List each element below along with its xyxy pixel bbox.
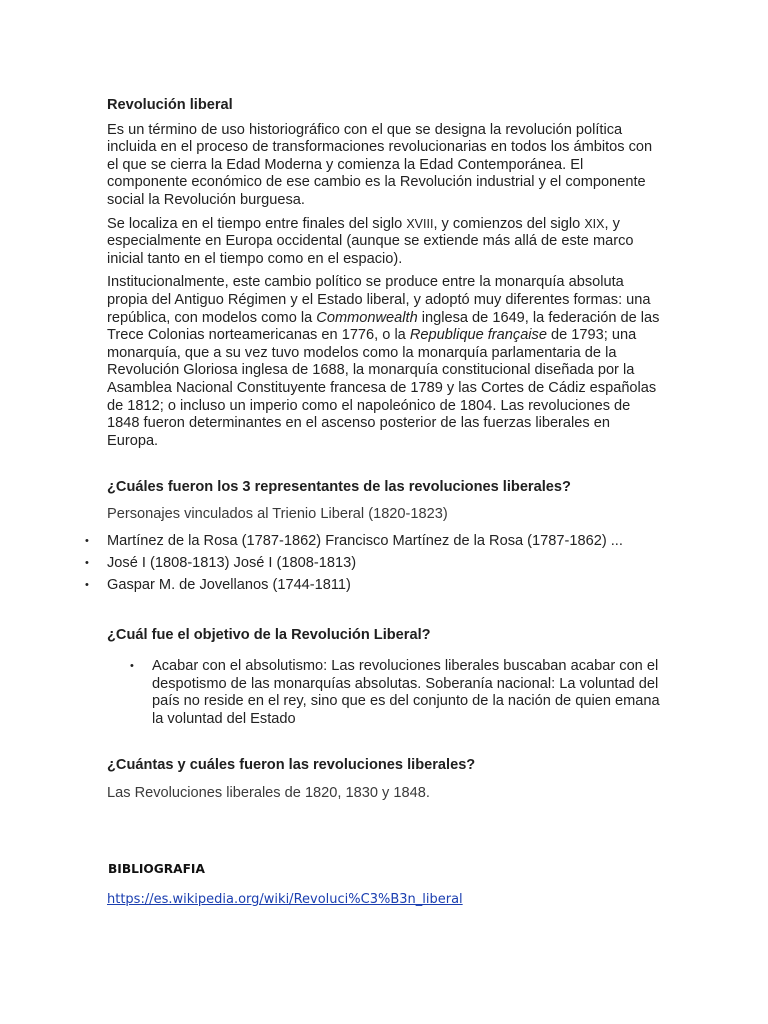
paragraph-institutional-part-b: inglesa de 1649, la federación de las Trece Colonias norteamericanas en 1776, o la [107,309,660,344]
bibliography-link[interactable]: https://es.wikipedia.org/wiki/Revoluci%C3%B3n_liberal [107,892,463,907]
list-item-text: Acabar con el absolutismo: Las revoluciones liberales buscaban acabar con el despotismo de las monarquías absolutas. Soberanía nacional: La voluntad del país no reside en el rey, sino que es del conjunto de la nación de quien emana la voluntad del Estado [152,658,660,727]
answer-how-many: Las Revoluciones liberales de 1820, 1830 y 1848. [107,785,430,802]
list-item-text: Martínez de la Rosa (1787-1862) Francisco Martínez de la Rosa (1787-1862) ... [107,533,623,550]
century-19: XIX [584,216,605,231]
paragraph-definition: Es un término de uso historiográfico con el que se designa la revolución política incluida en el proceso de transformaciones revolucionarias en todos los ámbitos con el que se cierra la Edad Moderna y comienza la Edad Contemporánea. El componente económico de ese cambio es la Revolución industrial y el componente social la Revolución burguesa. [107,121,653,208]
republique-term: Republique française [409,327,547,344]
bibliography-heading: BIBLIOGRAFIA [108,862,205,876]
commonwealth-term: Commonwealth [316,309,418,326]
bullet-icon: • [85,579,89,592]
paragraph-institutional [107,274,662,450]
answer-representatives: Personajes vinculados al Trienio Liberal (1820-1823) [107,505,448,522]
bullet-icon: • [130,660,134,673]
list-item-text: Gaspar M. de Jovellanos (1744-1811) [107,577,351,594]
paragraph-timeframe-part-a: Se localiza en el tiempo entre finales del siglo [107,215,407,232]
paragraph-timeframe-part-b: , y comienzos del siglo [433,215,585,232]
list-item-text: José I (1808-1813) José I (1808-1813) [107,555,357,572]
paragraph-institutional-part-c: de 1793; una monarquía, que a su vez tuvo modelos como la monarquía parlamentaria de la Revolución Gloriosa inglesa de 1688, la monarquía constitucional diseñada por la Asamblea Nacional Constituyente francesa de 1789 y las Cortes de Cádiz españolas de 1812; o incluso un imperio como el napoleónico de 1804. Las revoluciones de 1848 fueron determinantes en el ascenso posterior de las fuerzas liberales en Europa. [107,327,657,449]
list-item [85,554,662,572]
question-representatives: ¿Cuáles fueron los 3 representantes de las revoluciones liberales? [107,479,571,496]
question-objective: ¿Cuál fue el objetivo de la Revolución Liberal? [107,627,431,644]
document-title: Revolución liberal [107,97,233,113]
paragraph-timeframe-part-c: , y especialmente en Europa occidental (aunque se extiende más allá de este marco inicial tanto en el tiempo como en el espacio). [107,215,634,267]
paragraph-timeframe [107,216,662,269]
bullet-icon: • [85,535,89,548]
objective-list [130,658,664,728]
list-item [85,576,662,594]
document-body [85,97,662,803]
paragraph-institutional-part-a: Institucionalmente, este cambio político se produce entre la monarquía absoluta propia del Antiguo Régimen y el Estado liberal, y adoptó muy diferentes formas: una república, con modelos como la [107,274,651,326]
question-how-many: ¿Cuántas y cuáles fueron las revoluciones liberales? [107,757,476,774]
list-item [130,658,664,728]
representatives-list [85,532,662,594]
bullet-icon: • [85,557,89,570]
century-18: XVIII [406,216,434,231]
list-item [85,532,662,550]
